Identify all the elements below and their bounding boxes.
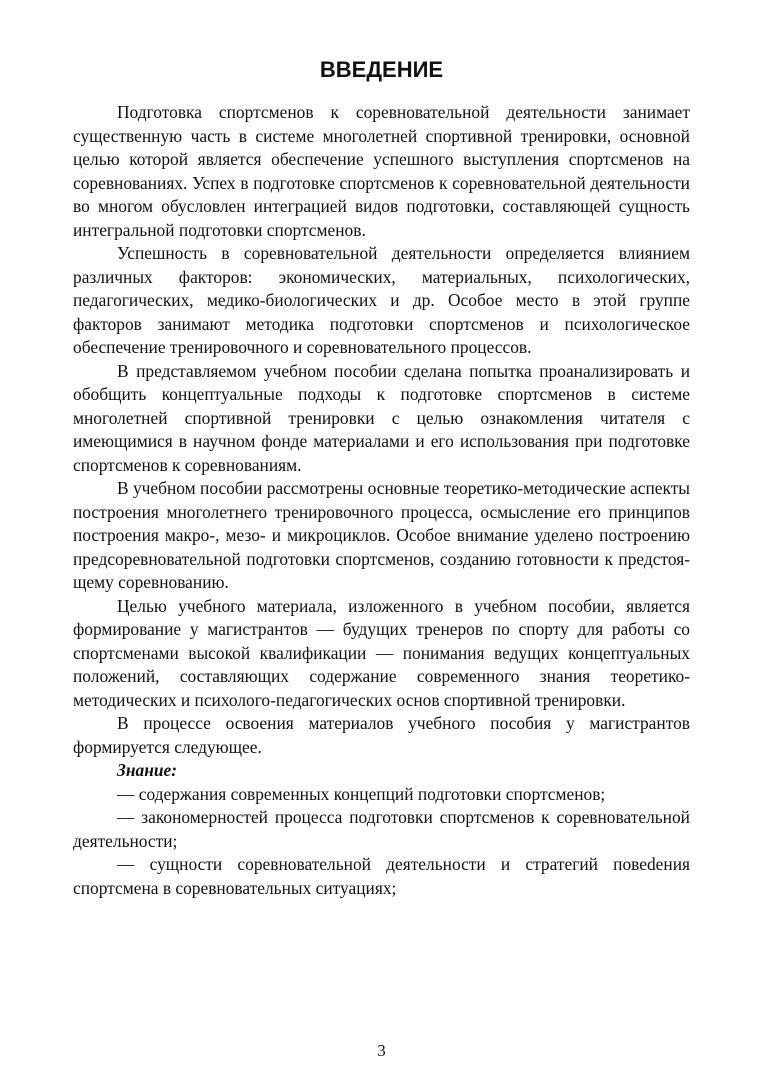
paragraph: В учебном пособии рассмотрены основные теоретико-методические аспекты построения многолетнего тренировочного процесса, осмысление его принципов построения макро-, мезо- и микроциклов. Особое внимание уделено построению предсоревновательной подготовки спортсменов, созданию готовности к предстоящему соревнованию.	[73, 478, 690, 592]
knowledge-label: Знание:	[117, 760, 178, 780]
list-item: — сущности соревновательной деятельности и стратегий повеdения спортсмена в соревновательных ситуациях;	[73, 854, 690, 898]
list-item: — содержания современных концепций подготовки спортсменов;	[117, 783, 606, 804]
page-number: 3	[377, 1041, 386, 1060]
paragraph: Успешность в соревновательной деятельности определяется влиянием различных факторов: экономических, материальных, психологических, педагогических, медико-биологических и др. Особое место в этой группе факторов занимают методика подготовки спортсменов и психологическое обеспечение тренировочного и соревновательного процессов.	[73, 243, 690, 357]
paragraph: Целью учебного материала, изложенного в учебном пособии, является формирование у магистрантов — будущих тренеров по спорту для работы со спортсменами высокой квалификации — понимания ведущих концептуальных положений, составляющих содержание современного знания теоретико-методических и психолого-педагогических основ спортивной тренировки.	[73, 595, 690, 710]
page-title: ВВЕДЕНИЕ	[319, 57, 444, 82]
paragraph: В представляемом учебном пособии сделана попытка проанализировать и обобщить концептуальные подходы к подготовке спортсменов в системе многолетней спортивной тренировки с целью ознакомления читателя с имеющимися в научном фонде материалами и его использования при подготовке спортсменов к соревнованиям.	[73, 360, 690, 475]
paragraph: В процессе освоения материалов учебного пособия у магистрантов формируется следующее.	[73, 713, 690, 757]
list-item: — закономерностей процесса подготовки спортсменов к соревновательной деятельности;	[73, 807, 690, 851]
document-page	[73, 0, 690, 1079]
body-text	[73, 101, 690, 900]
paragraph: Подготовка спортсменов к соревновательной деятельности занимает существенную часть в системе многолетней спортивной тренировки, основной целью которой является обеспечение успешного выступления спортсменов на соревнованиях. Успех в подготовке спортсменов к соревновательной деятельности во многом обусловлен интеграцией видов подготовки, составляющей сущность интегральной подготовки спортсменов.	[73, 102, 690, 240]
